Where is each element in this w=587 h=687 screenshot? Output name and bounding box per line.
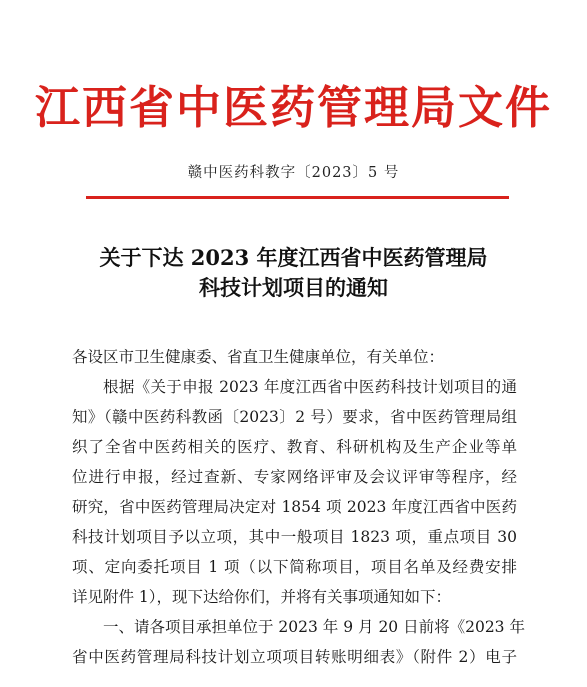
body-line: 研究，省中医药管理局决定对 1854 项 2023 年度江西省中医药 <box>72 498 517 516</box>
notice-body <box>72 342 525 672</box>
body-line: 项、定向委托项目 1 项（以下简称项目，项目名单及经费安排 <box>72 558 517 576</box>
body-line: 知》（赣中医药科教函〔2023〕2 号）要求，省中医药管理局组 <box>72 408 517 426</box>
body-line: 一、请各项目承担单位于 2023 年 9 月 20 日前将《2023 年 <box>103 618 525 636</box>
body-line: 位进行申报，经过查新、专家网络评审及会议评审等程序，经 <box>72 468 517 486</box>
body-line: 科技计划项目予以立项，其中一般项目 1823 项，重点项目 30 <box>72 528 517 546</box>
notice-title-line-1: 关于下达 2023 年度江西省中医药管理局 <box>99 245 488 270</box>
document-number: 赣中医药科教字〔2023〕5 号 <box>187 165 400 181</box>
body-line: 根据《关于申报 2023 年度江西省中医药科技计划项目的通 <box>103 378 517 396</box>
red-divider-line <box>86 196 509 199</box>
addressee-line: 各设区市卫生健康委、省直卫生健康单位，有关单位： <box>72 348 445 366</box>
issuing-authority-title: 江西省中医药管理局文件 <box>34 81 552 134</box>
notice-title <box>0 243 587 303</box>
notice-title-line-2: 科技计划项目的通知 <box>199 275 388 300</box>
body-line: 省中医药管理局科技计划立项项目转账明细表》（附件 2）电子 <box>72 648 517 666</box>
body-line: 详见附件 1），现下达给你们，并将有关事项通知如下： <box>72 588 452 606</box>
body-line: 织了全省中医药相关的医疗、教育、科研机构及生产企业等单 <box>72 438 517 456</box>
